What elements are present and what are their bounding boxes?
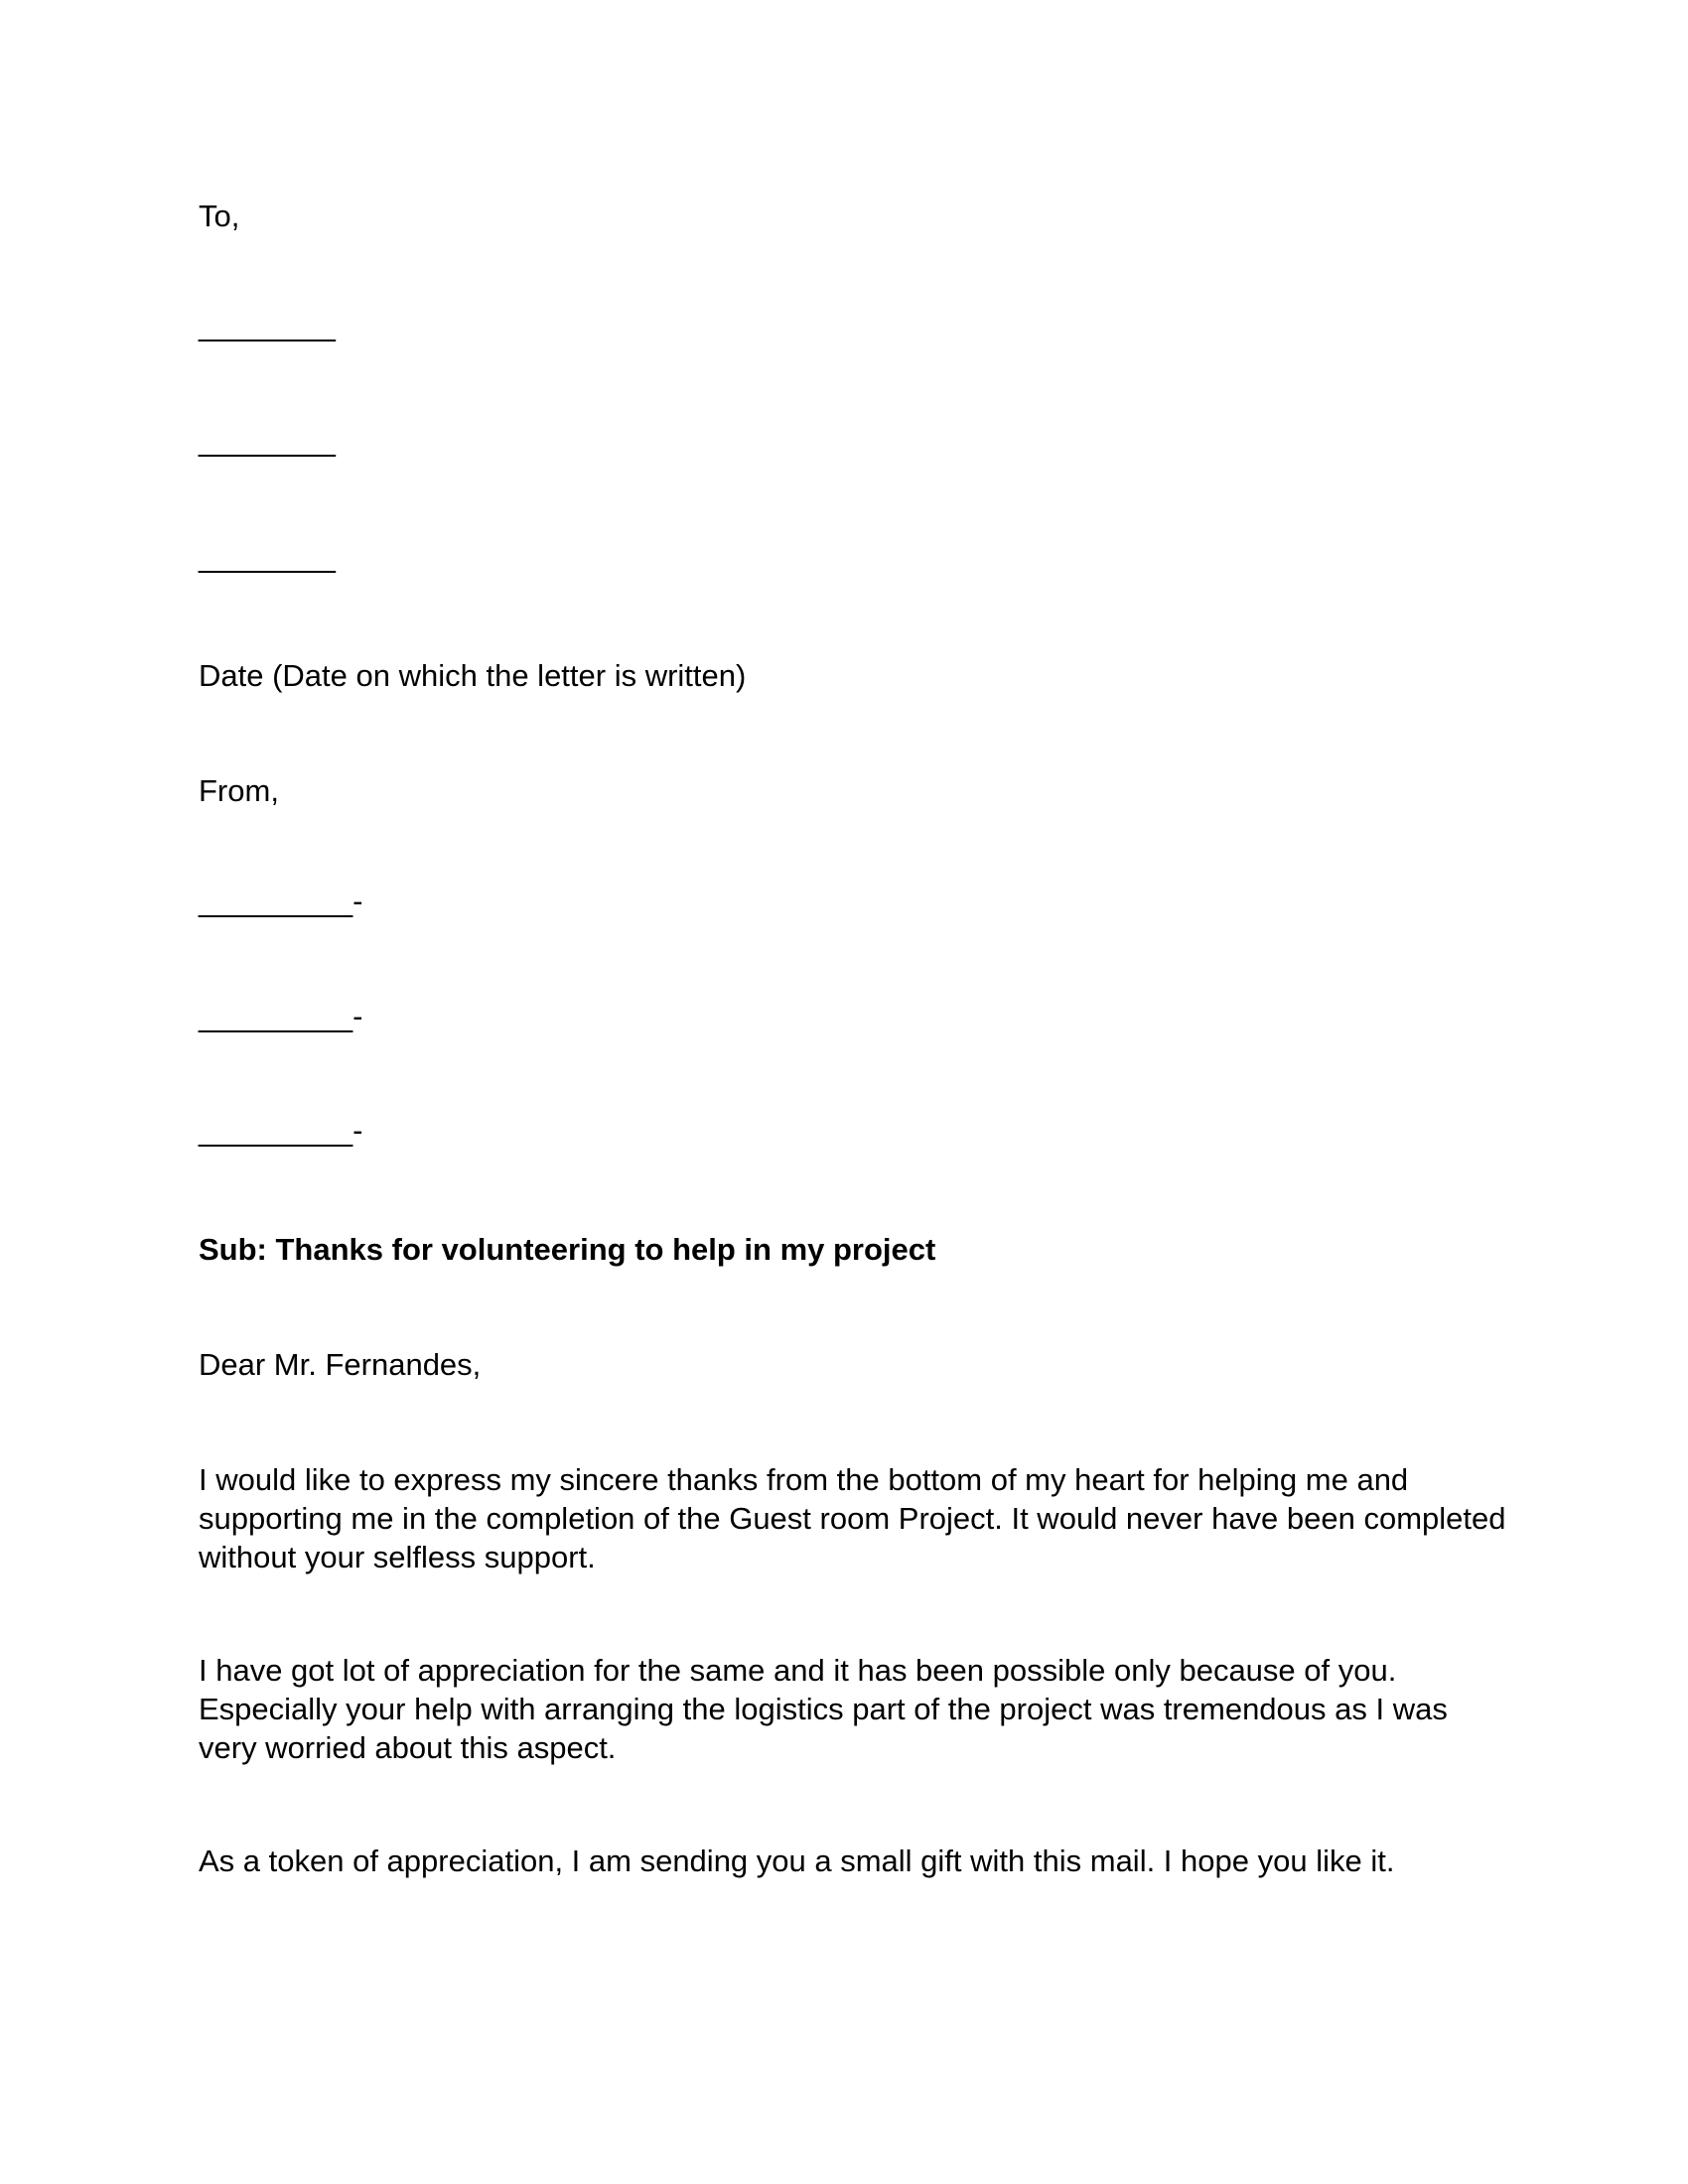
from-blank-line-2: _________- bbox=[199, 999, 363, 1033]
to-blank-line-1: ________ bbox=[199, 308, 336, 342]
from-label: From, bbox=[199, 773, 279, 808]
to-label: To, bbox=[199, 199, 240, 233]
from-blank-line-3: _________- bbox=[199, 1113, 363, 1148]
body-paragraph-1: I would like to express my sincere thanks from the bottom of my heart for helping me and supporting me in the completion of the Guest room Project. It would never have been completed without your selfless support. bbox=[199, 1462, 1506, 1574]
subject-line: Sub: Thanks for volunteering to help in my project bbox=[199, 1232, 936, 1267]
salutation: Dear Mr. Fernandes, bbox=[199, 1347, 482, 1382]
body-paragraph-2: I have got lot of appreciation for the same and it has been possible only because of you. Especially your help with arranging the logistics part of the project was tremendous as I was very worried about this aspect. bbox=[199, 1653, 1448, 1765]
body-paragraph-3: As a token of appreciation, I am sending you a small gift with this mail. I hope you like it. bbox=[199, 1843, 1395, 1878]
date-line: Date (Date on which the letter is written) bbox=[199, 658, 747, 693]
from-blank-line-1: _________- bbox=[199, 884, 363, 918]
to-blank-line-3: ________ bbox=[199, 539, 336, 574]
to-blank-line-2: ________ bbox=[199, 423, 336, 458]
